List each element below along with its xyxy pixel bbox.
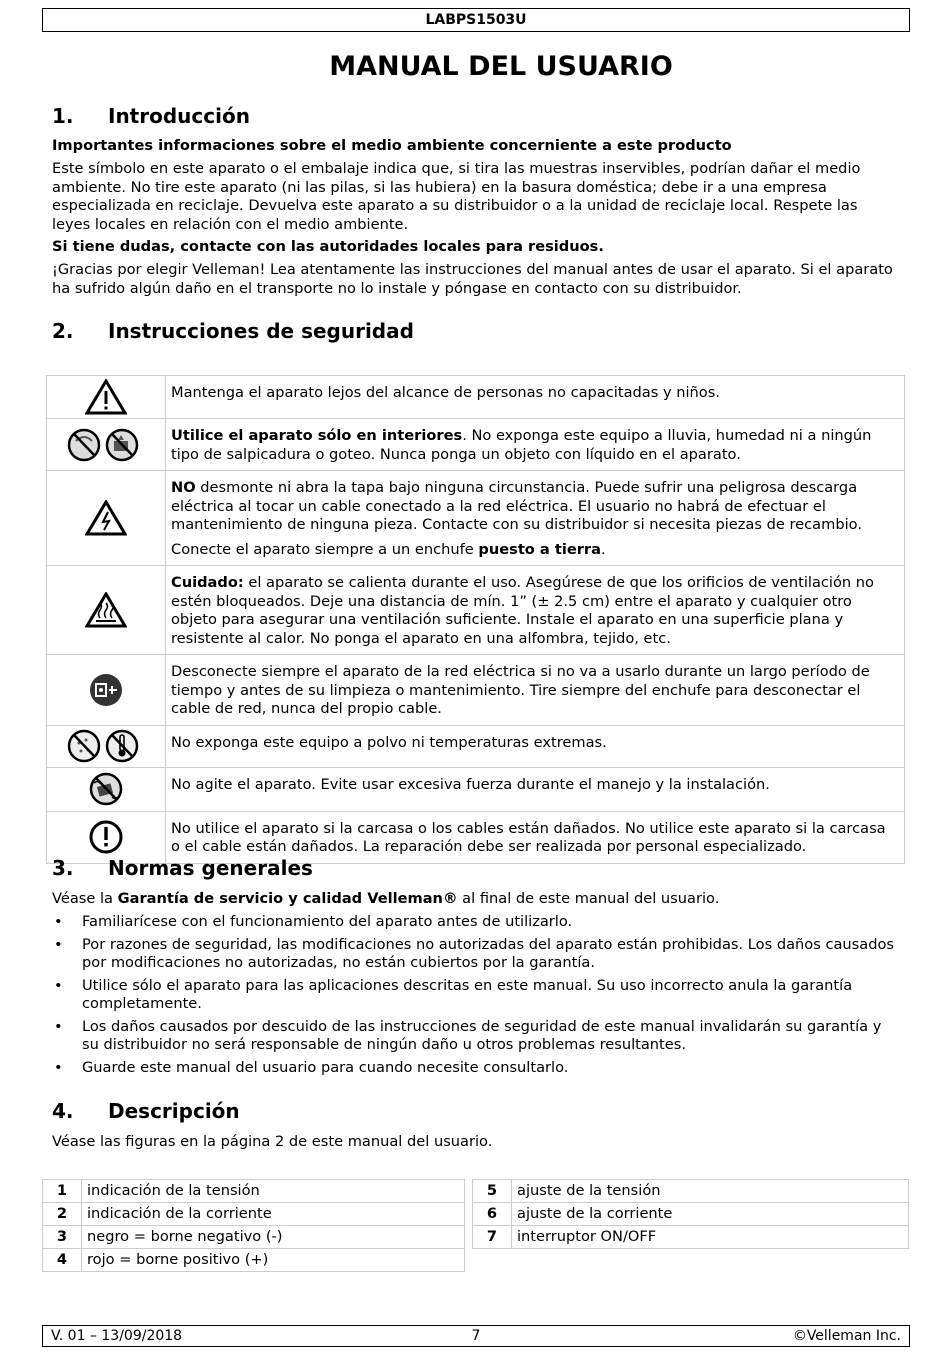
- safety-text: Desconecte siempre el aparato de la red eléctrica si no va a usarlo durante un largo período de tiempo y antes de su limpieza o mantenimiento. Tire siempre del enchufe para desconectar el cable de red, nunca del propio cable.: [171, 663, 870, 717]
- section-heading-seguridad: 2. Instrucciones de seguridad: [52, 319, 414, 343]
- page-number: 7: [471, 1328, 481, 1344]
- section-heading-normas: 3. Normas generales: [52, 856, 313, 880]
- general-rules-list: [52, 913, 900, 1081]
- list-item: • Guarde este manual del usuario para cuando necesite consultarlo.: [52, 1059, 900, 1078]
- table-row: 4 rojo = borne positivo (+): [43, 1249, 465, 1272]
- table-row: 6 ajuste de la corriente: [473, 1203, 909, 1226]
- list-item: • Los daños causados por descuido de las instrucciones de seguridad de este manual invalidarán su garantía y su distribuidor no será responsable de ningún daño u otros problemas resultantes.: [52, 1018, 900, 1055]
- safety-row: [47, 419, 905, 471]
- hot-surface-icon: [85, 592, 127, 628]
- safety-text: No utilice el aparato si la carcasa o los cables están dañados. No utilice este aparato si la carcasa o el cable están dañados. La reparación debe ser realizada por personal especializado.: [171, 819, 886, 855]
- page-title: MANUAL DEL USUARIO: [329, 51, 673, 82]
- contact-authorities-note: Si tiene dudas, contacte con las autoridades locales para residuos.: [52, 238, 604, 255]
- warranty-reference: Véase la Garantía de servicio y calidad Velleman® al final de este manual del usuario.: [52, 890, 720, 907]
- caution-exclamation-icon: [88, 819, 124, 855]
- safety-text: No exponga este equipo a polvo ni temperaturas extremas.: [171, 733, 607, 751]
- safety-row: [47, 566, 905, 655]
- safety-row: [47, 655, 905, 726]
- description-table-left: [42, 1179, 465, 1272]
- safety-text: Utilice el aparato sólo en interiores. No exponga este equipo a lluvia, humedad ni a ningún tipo de salpicadura o goteo. Nunca ponga un objeto con líquido en el aparato.: [171, 427, 872, 463]
- unplug-icon: [88, 672, 124, 708]
- page-header: [42, 8, 910, 32]
- model-number: LABPS1503U: [425, 12, 527, 28]
- safety-row: [47, 767, 905, 811]
- no-rain-no-water-icon: [66, 427, 146, 463]
- environment-subheading: Importantes informaciones sobre el medio ambiente concerniente a este producto: [52, 137, 732, 154]
- description-table-right: [472, 1179, 909, 1249]
- page-footer: [42, 1325, 910, 1347]
- table-row: 2 indicación de la corriente: [43, 1203, 465, 1226]
- thanks-paragraph: ¡Gracias por elegir Velleman! Lea atentamente las instrucciones del manual antes de usar el aparato. Si el aparato ha sufrido algún daño en el transporte no lo instale y póngase en contacto con su distribuidor.: [52, 261, 893, 297]
- list-item: • Por razones de seguridad, las modificaciones no autorizadas del aparato están prohibidas. Los daños causados por modificaciones no autorizadas, no están cubiertos por la garantía.: [52, 936, 900, 973]
- copyright: ©Velleman Inc.: [792, 1328, 901, 1344]
- safety-text: Cuidado: el aparato se calienta durante el uso. Asegúrese de que los orificios de ventilación no estén bloqueados. Deje una distancia de mín. 1” (± 2.5 cm) entre el aparato y cualquier otro objeto para asegurar una ventilación suficiente. Instale el aparato en una superficie plana y resistente al calor. No ponga el aparato en una alfombra, tejido, etc.: [171, 574, 874, 647]
- list-item: • Utilice sólo el aparato para las aplicaciones descritas en este manual. Su uso incorrecto anula la garantía completamente.: [52, 977, 900, 1014]
- warning-triangle-icon: [85, 379, 127, 415]
- safety-table: [46, 375, 905, 864]
- safety-text: Mantenga el aparato lejos del alcance de personas no capacitadas y niños.: [171, 384, 720, 401]
- table-row: 7 interruptor ON/OFF: [473, 1226, 909, 1249]
- electric-shock-icon: [85, 500, 127, 536]
- table-row: 1 indicación de la tensión: [43, 1180, 465, 1203]
- table-row: 5 ajuste de la tensión: [473, 1180, 909, 1203]
- section-heading-introduccion: 1. Introducción: [52, 104, 250, 128]
- safety-row: [47, 471, 905, 566]
- table-row: 3 negro = borne negativo (-): [43, 1226, 465, 1249]
- safety-text-ground: Conecte el aparato siempre a un enchufe puesto a tierra.: [171, 540, 606, 558]
- safety-row: [47, 376, 905, 419]
- no-shaking-icon: [88, 771, 124, 807]
- section-heading-descripcion: 4. Descripción: [52, 1099, 240, 1123]
- version-date: V. 01 – 13/09/2018: [51, 1328, 183, 1344]
- figures-reference: Véase las figuras en la página 2 de este manual del usuario.: [52, 1133, 493, 1150]
- safety-text: No agite el aparato. Evite usar excesiva fuerza durante el manejo y la instalación.: [171, 775, 770, 793]
- environment-paragraph: Este símbolo en este aparato o el embalaje indica que, si tira las muestras inservibles, podrían dañar el medio ambiente. No tire este aparato (ni las pilas, si las hubiera) en la basura doméstica; debe ir a una empresa especializada en reciclaje. Devuelva este aparato a su distribuidor o a la unidad de reciclaje local. Respete las leyes locales en relación con el medio ambiente.: [52, 160, 861, 233]
- list-item: • Familiarícese con el funcionamiento del aparato antes de utilizarlo.: [52, 913, 900, 932]
- safety-text: NO desmonte ni abra la tapa bajo ninguna circunstancia. Puede sufrir una peligrosa descarga eléctrica al tocar un cable conectado a la red eléctrica. El usuario no habrá de efectuar el mantenimiento de ninguna pieza. Contacte con su distribuidor si necesita piezas de recambio.: [171, 479, 862, 533]
- no-dust-no-temperature-icon: [66, 728, 146, 764]
- safety-row: [47, 725, 905, 767]
